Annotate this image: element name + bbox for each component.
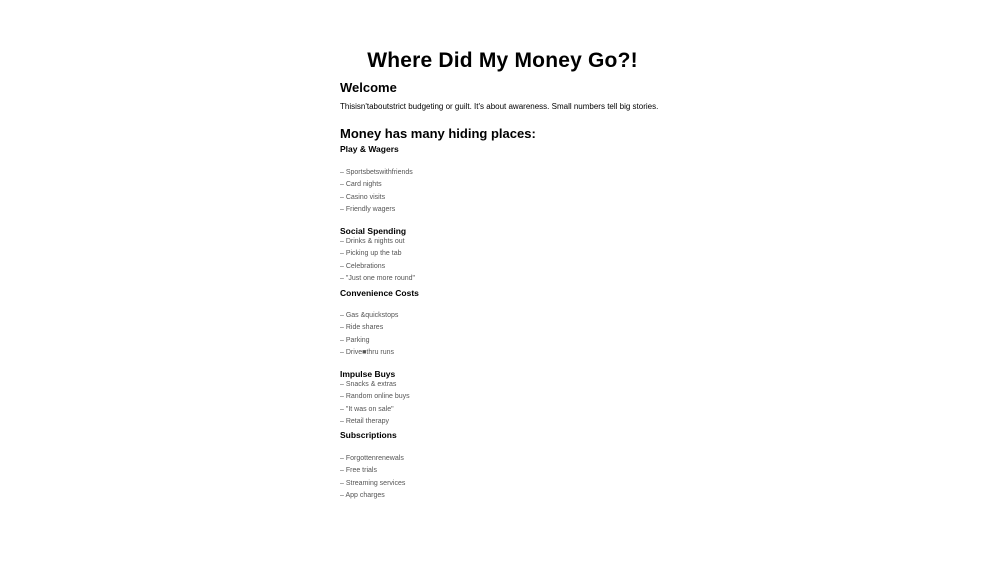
category-heading-social-spending: Social Spending [340,226,407,236]
welcome-heading: Welcome [340,80,397,95]
welcome-text: Thisisn'taboutstrict budgeting or guilt. It's about awareness. Small numbers tell big stories. [340,102,659,111]
list-item: – Friendly wagers [340,206,396,214]
category-list-play-wagers [340,167,413,217]
list-item: – Sportsbetswithfriends [340,169,413,176]
category-list-social-spending [340,236,415,286]
list-item: – Random online buys [340,393,410,401]
list-item: – Drinks & nights out [340,238,405,245]
list-item: – Retail therapy [340,418,390,426]
category-list-subscriptions [340,453,405,503]
list-item: – Celebrations [340,262,386,270]
category-list-impulse-buys [340,379,410,429]
list-item: – Picking up the tab [340,250,402,258]
list-item: – Streaming services [340,479,406,487]
category-heading-impulse-buys: Impulse Buys [340,369,396,379]
list-item: – Casino visits [340,193,386,201]
list-item: – "It was on sale" [340,405,394,413]
places-heading: Money has many hiding places: [340,126,536,141]
list-item: – App charges [340,492,385,500]
list-item: – "Just one more round" [340,275,416,283]
list-item: – Ride shares [340,324,384,332]
list-item: – Parking [340,336,370,344]
list-item: – Gas &quickstops [340,312,399,319]
list-item: – Snacks & extras [340,381,397,388]
list-item: – Free trials [340,467,377,475]
category-heading-convenience-costs: Convenience Costs [340,288,419,298]
category-heading-subscriptions: Subscriptions [340,430,397,440]
page-title: Where Did My Money Go?! [367,49,638,72]
category-list-convenience-costs [340,310,398,360]
list-item: – Forgottenrenewals [340,455,404,462]
list-item: – Card nights [340,181,382,189]
category-heading-play-wagers: Play & Wagers [340,144,399,154]
list-item: – Drive■thru runs [340,349,395,357]
